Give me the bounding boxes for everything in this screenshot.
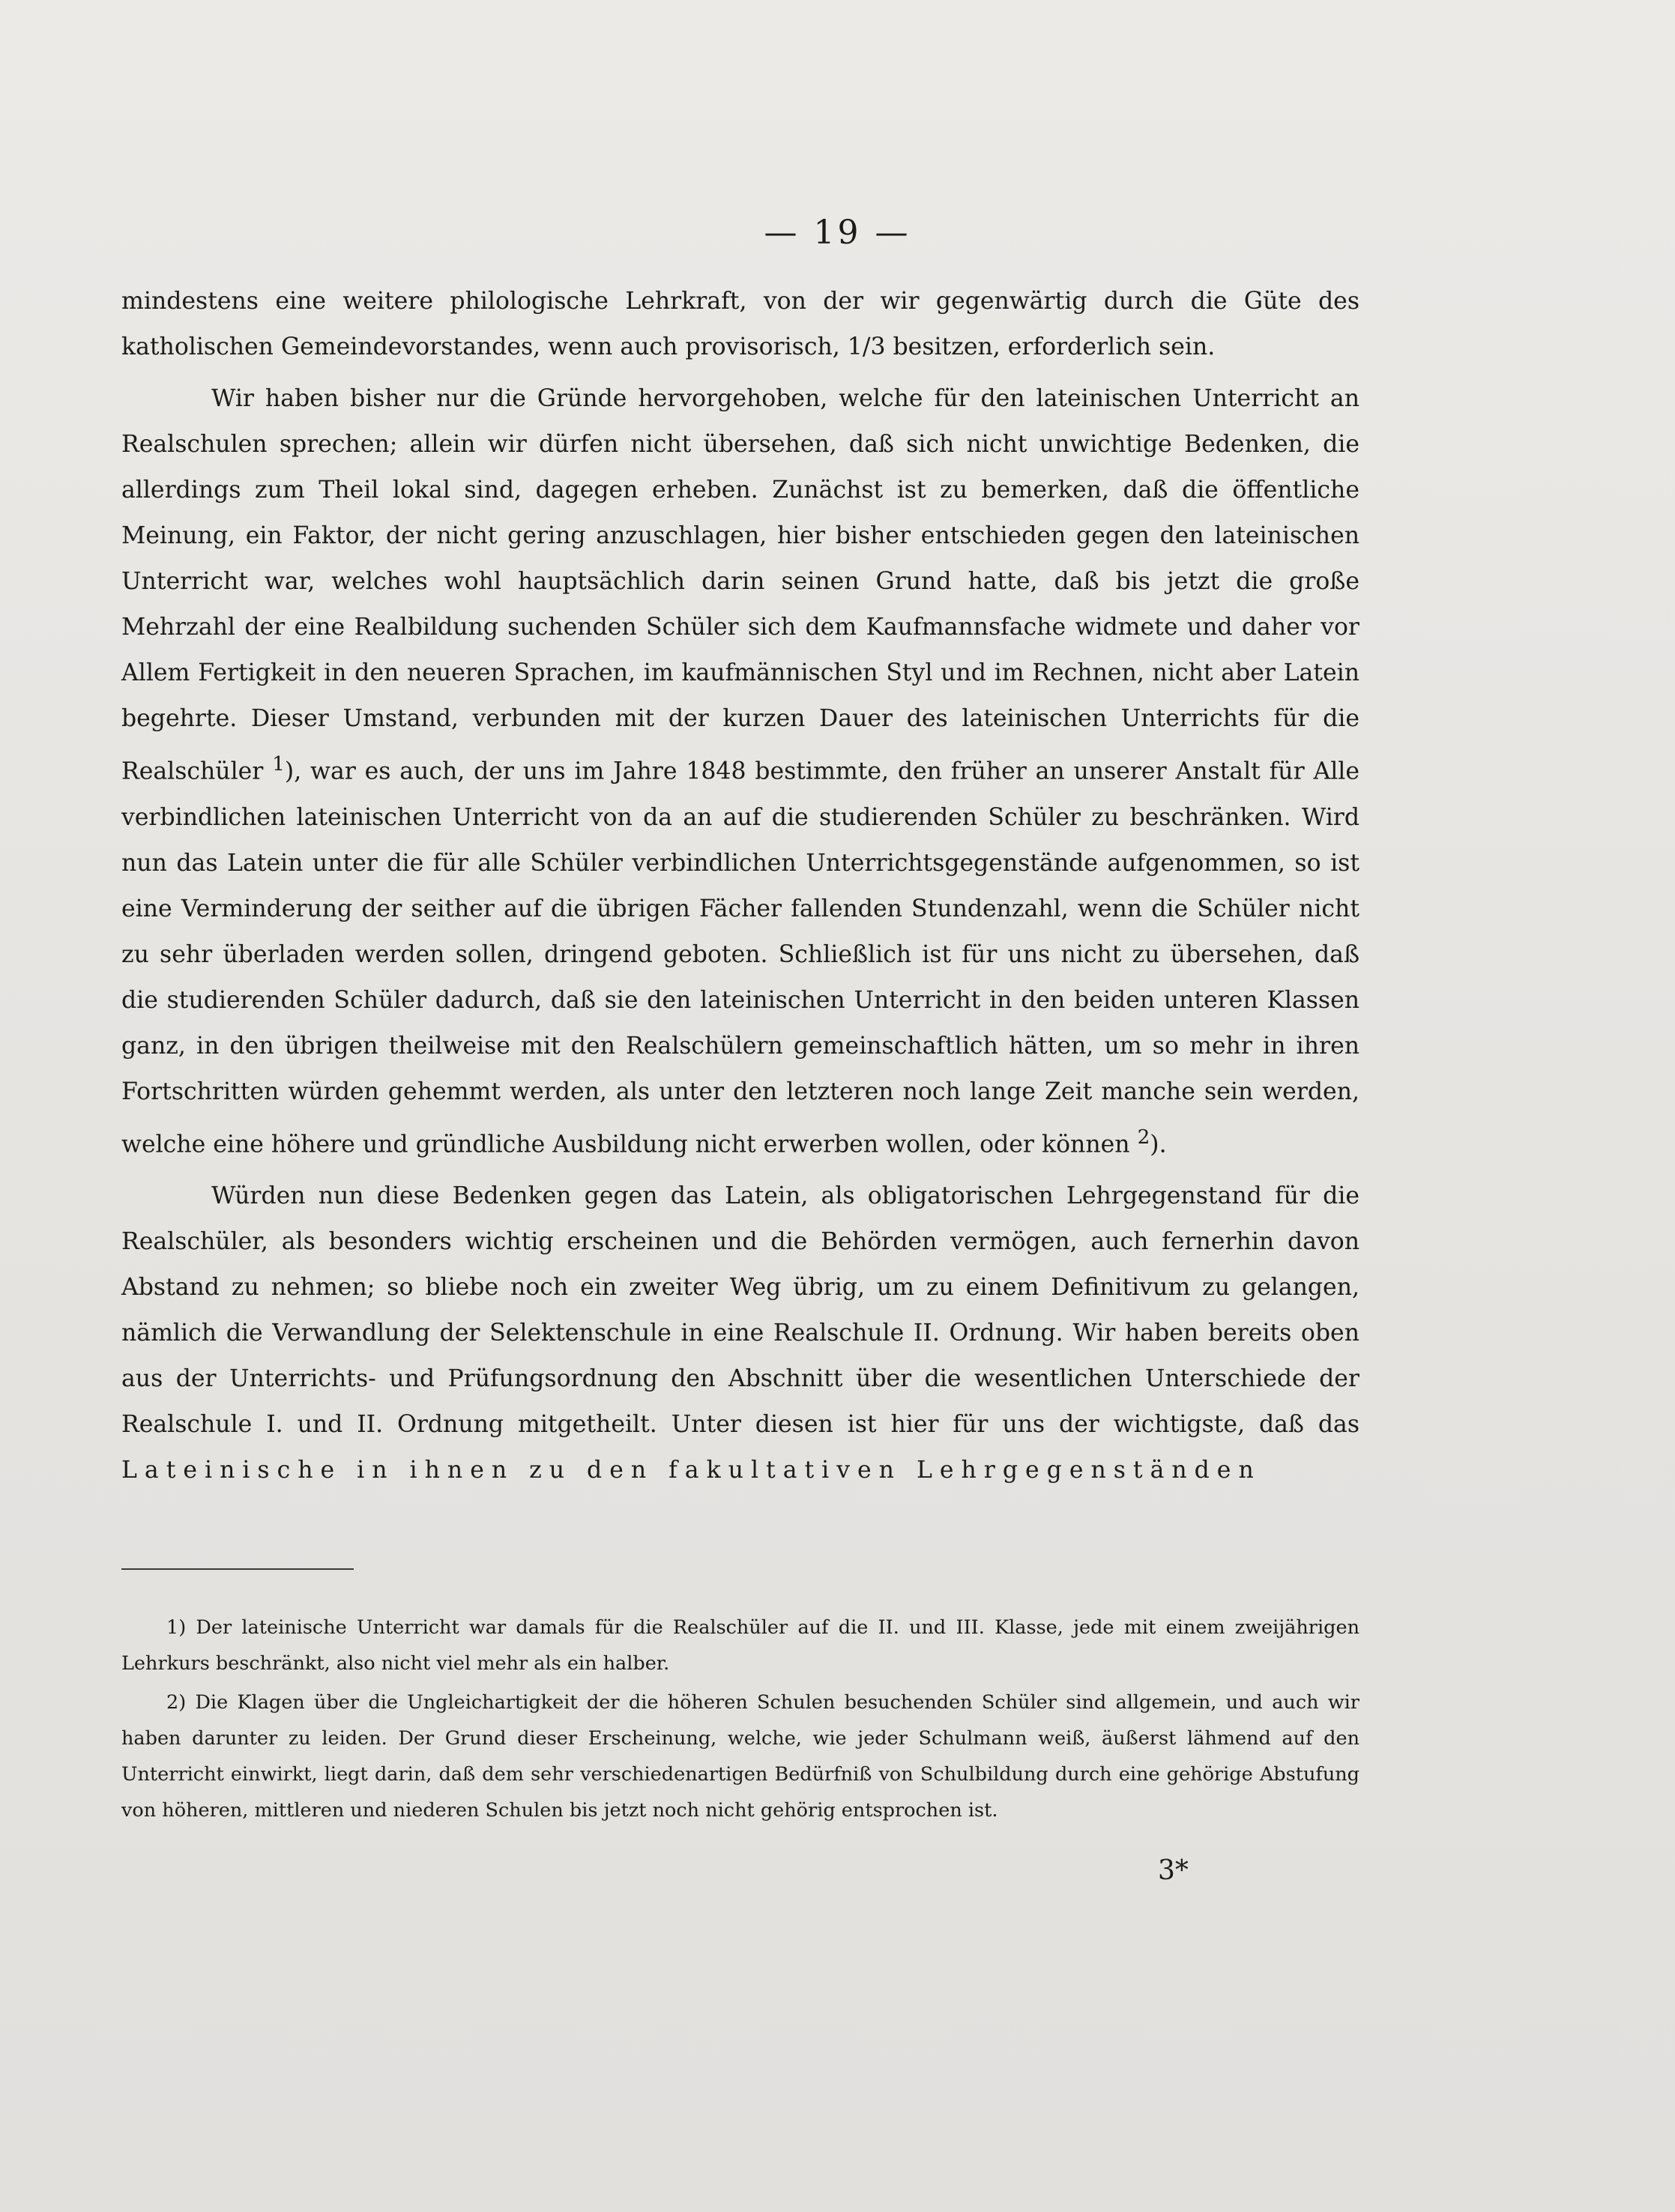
footnote-divider bbox=[121, 1568, 354, 1570]
page-number: — 19 — bbox=[764, 214, 911, 252]
footnote-1-text: Der lateinische Unterricht war damals für die Realschüler auf die II. und III. Klasse, jede mit einem zweijährigen Lehrkurs beschränkt, also nicht viel mehr als ein halber. bbox=[121, 1616, 1359, 1675]
paragraph-1-end: besitzen, erforderlich sein. bbox=[885, 333, 1216, 360]
main-text bbox=[121, 279, 1359, 1499]
paragraph-3-text: Würden nun diese Bedenken gegen das Latein, als obligatorischen Lehrgegenstand für die Realschüler, als besonders wichtig erscheinen und die Behörden vermögen, auch fernerhin davon Abstand zu nehmen; so bliebe noch ein zweiter Weg übrig, um zu einem Definitivum zu gelangen, nämlich die Verwandlung der Selektenschule in eine Realschule II. Ordnung. Wir haben bereits oben aus der Unterrichts- und Prüfungsordnung den Abschnitt über die wesentlichen Unterschiede der Realschule I. und II. Ordnung mitgetheilt. Unter diesen ist hier für uns der wichtigste, daß das bbox=[121, 1182, 1359, 1438]
footnotes bbox=[121, 1610, 1359, 1831]
paragraph-1-text: mindestens eine weitere philologische Lehrkraft, von der wir gegenwärtig durch die Güte des katholischen Gemeindevorstandes, wenn auch provisorisch, bbox=[121, 288, 1359, 360]
footnote-ref-1: 1 bbox=[272, 753, 285, 776]
paragraph-2-middle: ), war es auch, der uns im Jahre 1848 bestimmte, den früher an unserer Anstalt für Alle verbindlichen lateinischen Unterricht von da an auf die studierenden Schüler zu beschränken. Wird nun das Latein unter die für alle Schüler verbindlichen Unterrichtsgegenstände aufgenommen, so ist eine Verminderung der seither auf die übrigen Fächer fallenden Stundenzahl, wenn die Schüler nicht zu sehr überladen werden sollen, dringend geboten. Schließlich ist für uns nicht zu übersehen, daß die studierenden Schüler dadurch, daß sie den lateinischen Unterricht in den beiden unteren Klassen ganz, in den übrigen theilweise mit den Realschülern gemeinschaftlich hätten, um so mehr in ihren Fortschritten würden gehemmt werden, als unter den letzteren noch lange Zeit manche sein werden, welche eine höhere und gründliche Ausbildung nicht erwerben wollen, oder können bbox=[121, 758, 1359, 1158]
footnote-ref-2: 2 bbox=[1137, 1125, 1150, 1149]
printer-signature: 3* bbox=[1158, 1855, 1189, 1886]
fraction-one-third: 1/3 bbox=[847, 333, 886, 360]
footnote-1-marker: 1) bbox=[166, 1616, 187, 1639]
footnote-2-text: Die Klagen über die Ungleichartigkeit der die höheren Schulen besuchenden Schüler sind allgemein, und auch wir haben darunter zu leiden. Der Grund dieser Erscheinung, welche, wie jeder Schulmann weiß, äußerst lähmend auf den Unterricht einwirkt, liegt darin, daß dem sehr verschiedenartigen Bedürfniß von Schulbildung durch eine gehörige Abstufung von höheren, mittleren und niederen Schulen bis jetzt noch nicht gehörig entsprochen ist. bbox=[121, 1691, 1359, 1822]
paragraph-3 bbox=[121, 1173, 1359, 1493]
footnote-1 bbox=[121, 1610, 1359, 1681]
paragraph-2-end: ). bbox=[1150, 1131, 1167, 1158]
paragraph-2-text: Wir haben bisher nur die Gründe hervorgehoben, welche für den lateinischen Unterricht an Realschulen sprechen; allein wir dürfen nicht übersehen, daß sich nicht unwichtige Bedenken, die allerdings zum Theil lokal sind, dagegen erheben. Zunächst ist zu bemerken, daß die öffentliche Meinung, ein Faktor, der nicht gering anzuschlagen, hier bisher entschieden gegen den lateinischen Unterricht war, welches wohl hauptsächlich darin seinen Grund hatte, daß bis jetzt die große Mehrzahl der eine Realbildung suchenden Schüler sich dem Kaufmannsfache widmete und daher vor Allem Fertigkeit in den neueren Sprachen, im kaufmännischen Styl und im Rechnen, nicht aber Latein begehrte. Dieser Umstand, verbunden mit der kurzen Dauer des lateinischen Unterrichts für die Realschüler bbox=[121, 385, 1359, 785]
paragraph-3-emphasis: Lateinische in ihnen zu den fakultativen Lehrgegenständen bbox=[121, 1457, 1261, 1484]
footnote-2 bbox=[121, 1684, 1359, 1828]
paragraph-1 bbox=[121, 279, 1359, 370]
paragraph-2 bbox=[121, 376, 1359, 1167]
footnote-2-marker: 2) bbox=[166, 1691, 187, 1714]
